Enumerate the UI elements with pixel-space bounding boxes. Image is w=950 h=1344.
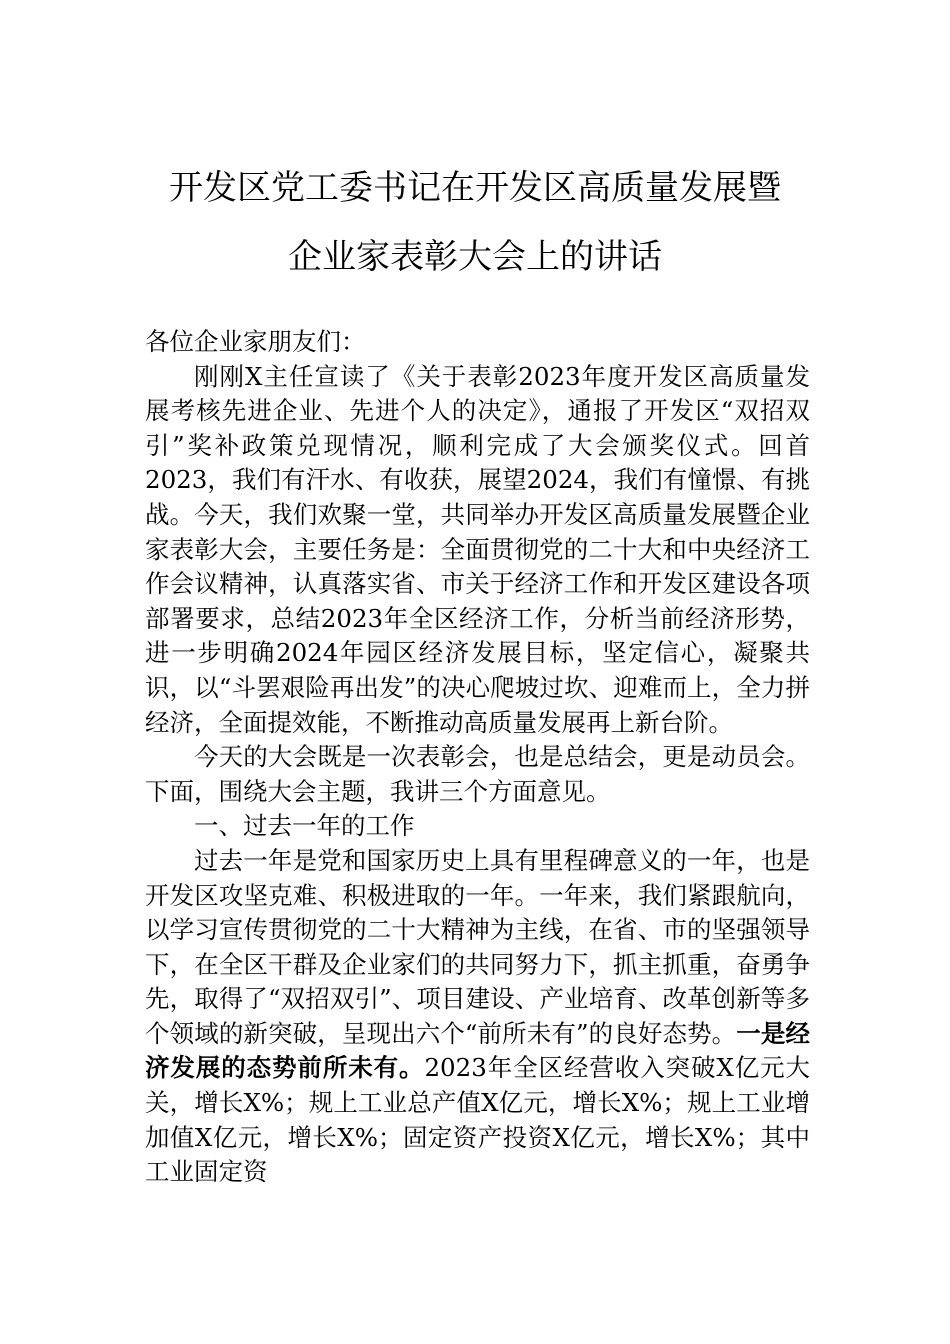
- salutation: 各位企业家朋友们：: [145, 327, 366, 356]
- document-title-line-2: 企业家表彰大会上的讲话: [288, 237, 662, 277]
- paragraph-past-year: [145, 844, 810, 1190]
- document-title-line-1: 开发区党工委书记在开发区高质量发展暨: [169, 168, 781, 208]
- paragraph-meeting-purpose: 今天的大会既是一次表彰会，也是总结会，更是动员会。下面，围绕大会主题，我讲三个方面意见。: [145, 742, 810, 806]
- paragraph-past-year-highlight: 一是经济发展的态势前所未有。: [145, 1018, 810, 1083]
- paragraph-past-year-text: 过去一年是党和国家历史上具有里程碑意义的一年，也是开发区攻坚克难、积极进取的一年。一年来，我们紧跟航向，以学习宣传贯彻党的二十大精神为主线，在省、市的坚强领导下，在全区干群及企业家们的共同努力下，抓主抓重，奋勇争先，取得了“双招双引”、项目建设、产业培育、改革创新等多个领域的新突破，呈现出六个“前所未有”的良好态势。: [145, 845, 810, 1048]
- document-body: [145, 325, 810, 1190]
- section-heading: 一、过去一年的工作: [194, 811, 415, 841]
- paragraph-opening: 刚刚X主任宣读了《关于表彰2023年度开发区高质量发展考核先进企业、先进个人的决定》，通报了开发区“双招双引”奖补政策兑现情况，顺利完成了大会颁奖仪式。回首2023，我们有汗水、有收获，展望2024，我们有憧憬、有挑战。今天，我们欢聚一堂，共同举办开发区高质量发展暨企业家表彰大会，主要任务是：全面贯彻党的二十大和中央经济工作会议精神，认真落实省、市关于经济工作和开发区建设各项部署要求，总结2023年全区经济工作，分析当前经济形势，进一步明确2024年园区经济发展目标，坚定信心，凝聚共识，以“斗罢艰险再出发”的决心爬坡过坎、迎难而上，全力拼经济，全面提效能，不断推动高质量发展再上新台阶。: [145, 361, 810, 737]
- paragraph-past-year-stats: 2023年全区经营收入突破X亿元大关，增长X%；规上工业总产值X亿元，增长X%；规上工业增加值X亿元，增长X%；固定资产投资X亿元，增长X%；其中工业固定资: [145, 1053, 811, 1187]
